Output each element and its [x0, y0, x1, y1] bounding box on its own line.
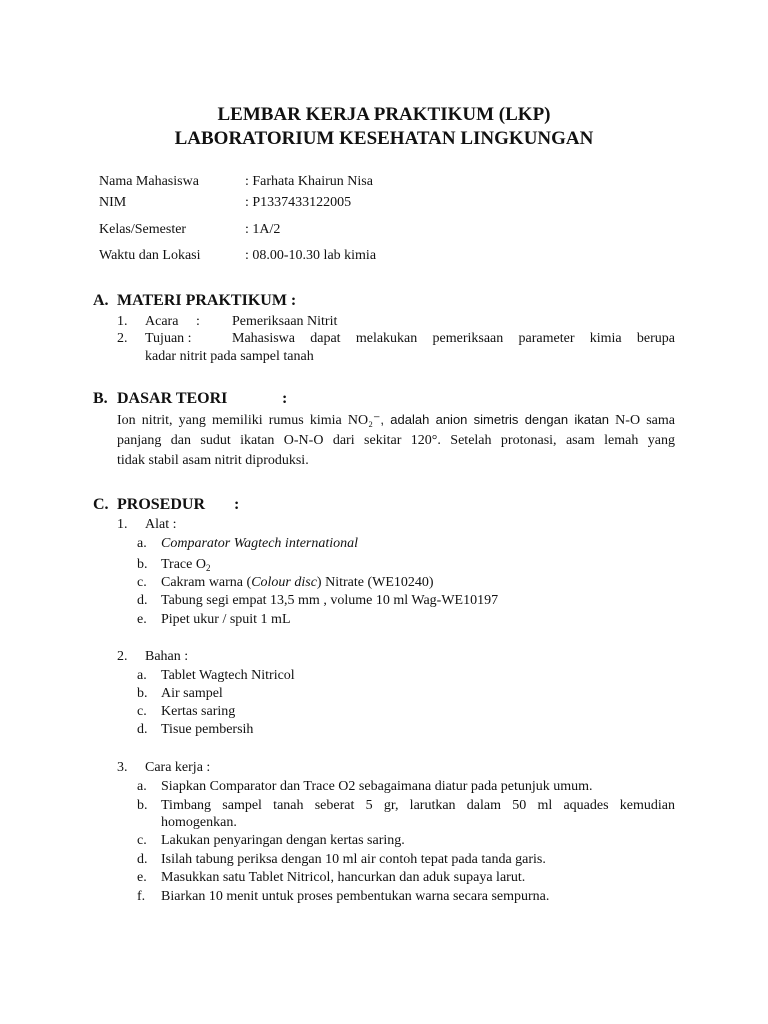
alat-num: 1. [117, 517, 128, 532]
cara-a-letter: a. [137, 779, 147, 794]
section-a-item2-text-line2: kadar nitrit pada sampel tanah [145, 349, 314, 364]
cara-c-letter: c. [137, 833, 147, 848]
cara-b-text-line2: homogenkan. [161, 815, 237, 830]
cara-num: 3. [117, 760, 128, 775]
alat-c-letter: c. [137, 575, 147, 590]
section-a-item2-text-line1: Mahasiswa dapat melakukan pemeriksaan parameter kimia berupa [232, 331, 675, 346]
cara-e-letter: e. [137, 870, 147, 885]
cara-e-text: Masukkan satu Tablet Nitricol, hancurkan dan aduk supaya larut. [161, 870, 526, 885]
bahan-b-text: Air sampel [161, 686, 223, 701]
bahan-b-letter: b. [137, 686, 148, 701]
section-b-colon: : [282, 390, 288, 407]
alat-d-letter: d. [137, 593, 148, 608]
cara-c-text: Lakukan penyaringan dengan kertas saring. [161, 833, 405, 848]
section-c-colon: : [234, 496, 240, 513]
cara-d-letter: d. [137, 852, 148, 867]
bahan-d-letter: d. [137, 722, 148, 737]
section-a-item2-label: Tujuan : [145, 331, 192, 346]
section-b-paragraph-line2: panjang dan sudut ikatan O-N-O dari sekitar 120°. Setelah protonasi, asam lemah yang [117, 433, 675, 448]
alat-e-text: Pipet ukur / spuit 1 mL [161, 612, 291, 627]
section-b-heading: DASAR TEORI [117, 390, 228, 407]
cara-f-text: Biarkan 10 menit untuk proses pembentukan warna secara sempurna. [161, 889, 550, 904]
bahan-title: Bahan : [145, 649, 189, 664]
info-value-name: : Farhata Khairun Nisa [245, 174, 373, 189]
info-value-class: : 1A/2 [245, 222, 281, 237]
info-value-nim: : P1337433122005 [245, 195, 352, 210]
section-b-letter: B. [93, 390, 108, 407]
section-c-letter: C. [93, 496, 109, 513]
alat-a-letter: a. [137, 536, 147, 551]
page-title-line2: LABORATORIUM KESEHATAN LINGKUNGAN [174, 128, 594, 149]
alat-c-text: Cakram warna (Colour disc) Nitrate (WE10240) [161, 575, 434, 590]
alat-a-text: Comparator Wagtech international [161, 536, 359, 551]
section-a-item1-num: 1. [117, 314, 128, 329]
bahan-d-text: Tisue pembersih [161, 722, 254, 737]
bahan-a-letter: a. [137, 668, 147, 683]
alat-title: Alat : [145, 517, 177, 532]
info-label-nim: NIM [99, 195, 127, 210]
section-b-paragraph-line3: tidak stabil asam nitrit diproduksi. [117, 453, 309, 468]
cara-b-letter: b. [137, 798, 148, 813]
section-a-item1-colon: : [196, 314, 200, 329]
section-b-paragraph-line1: Ion nitrit, yang memiliki rumus kimia NO₂⁻, adalah anion simetris dengan ikatan N-O sama [117, 412, 675, 428]
alat-e-letter: e. [137, 612, 147, 627]
info-label-class: Kelas/Semester [99, 222, 187, 237]
cara-b-text-line1: Timbang sampel tanah seberat 5 gr, larutkan dalam 50 ml aquades kemudian [161, 798, 675, 813]
section-a-item1-text: Pemeriksaan Nitrit [232, 314, 338, 329]
section-a-letter: A. [93, 292, 109, 309]
bahan-c-text: Kertas saring [161, 704, 236, 719]
cara-a-text: Siapkan Comparator dan Trace O2 sebagaimana diatur pada petunjuk umum. [161, 779, 593, 794]
section-a-heading: MATERI PRAKTIKUM : [117, 292, 297, 309]
info-label-time: Waktu dan Lokasi [99, 248, 201, 263]
info-label-name: Nama Mahasiswa [99, 174, 199, 189]
bahan-a-text: Tablet Wagtech Nitricol [161, 668, 295, 683]
bahan-c-letter: c. [137, 704, 147, 719]
alat-d-text: Tabung segi empat 13,5 mm , volume 10 ml Wag-WE10197 [161, 593, 499, 608]
cara-f-letter: f. [137, 889, 146, 904]
cara-title: Cara kerja : [145, 760, 211, 775]
section-c-heading: PROSEDUR [117, 496, 206, 513]
section-a-item1-label: Acara [145, 314, 179, 329]
alat-b-text: Trace $O_2$ [161, 557, 211, 573]
section-a-item2-num: 2. [117, 331, 128, 346]
alat-b-letter: b. [137, 557, 148, 572]
page-title-line1: LEMBAR KERJA PRAKTIKUM (LKP) [217, 104, 551, 125]
bahan-num: 2. [117, 649, 128, 664]
cara-d-text: Isilah tabung periksa dengan 10 ml air contoh tepat pada tanda garis. [161, 852, 546, 867]
info-value-time: : 08.00-10.30 lab kimia [245, 248, 377, 263]
